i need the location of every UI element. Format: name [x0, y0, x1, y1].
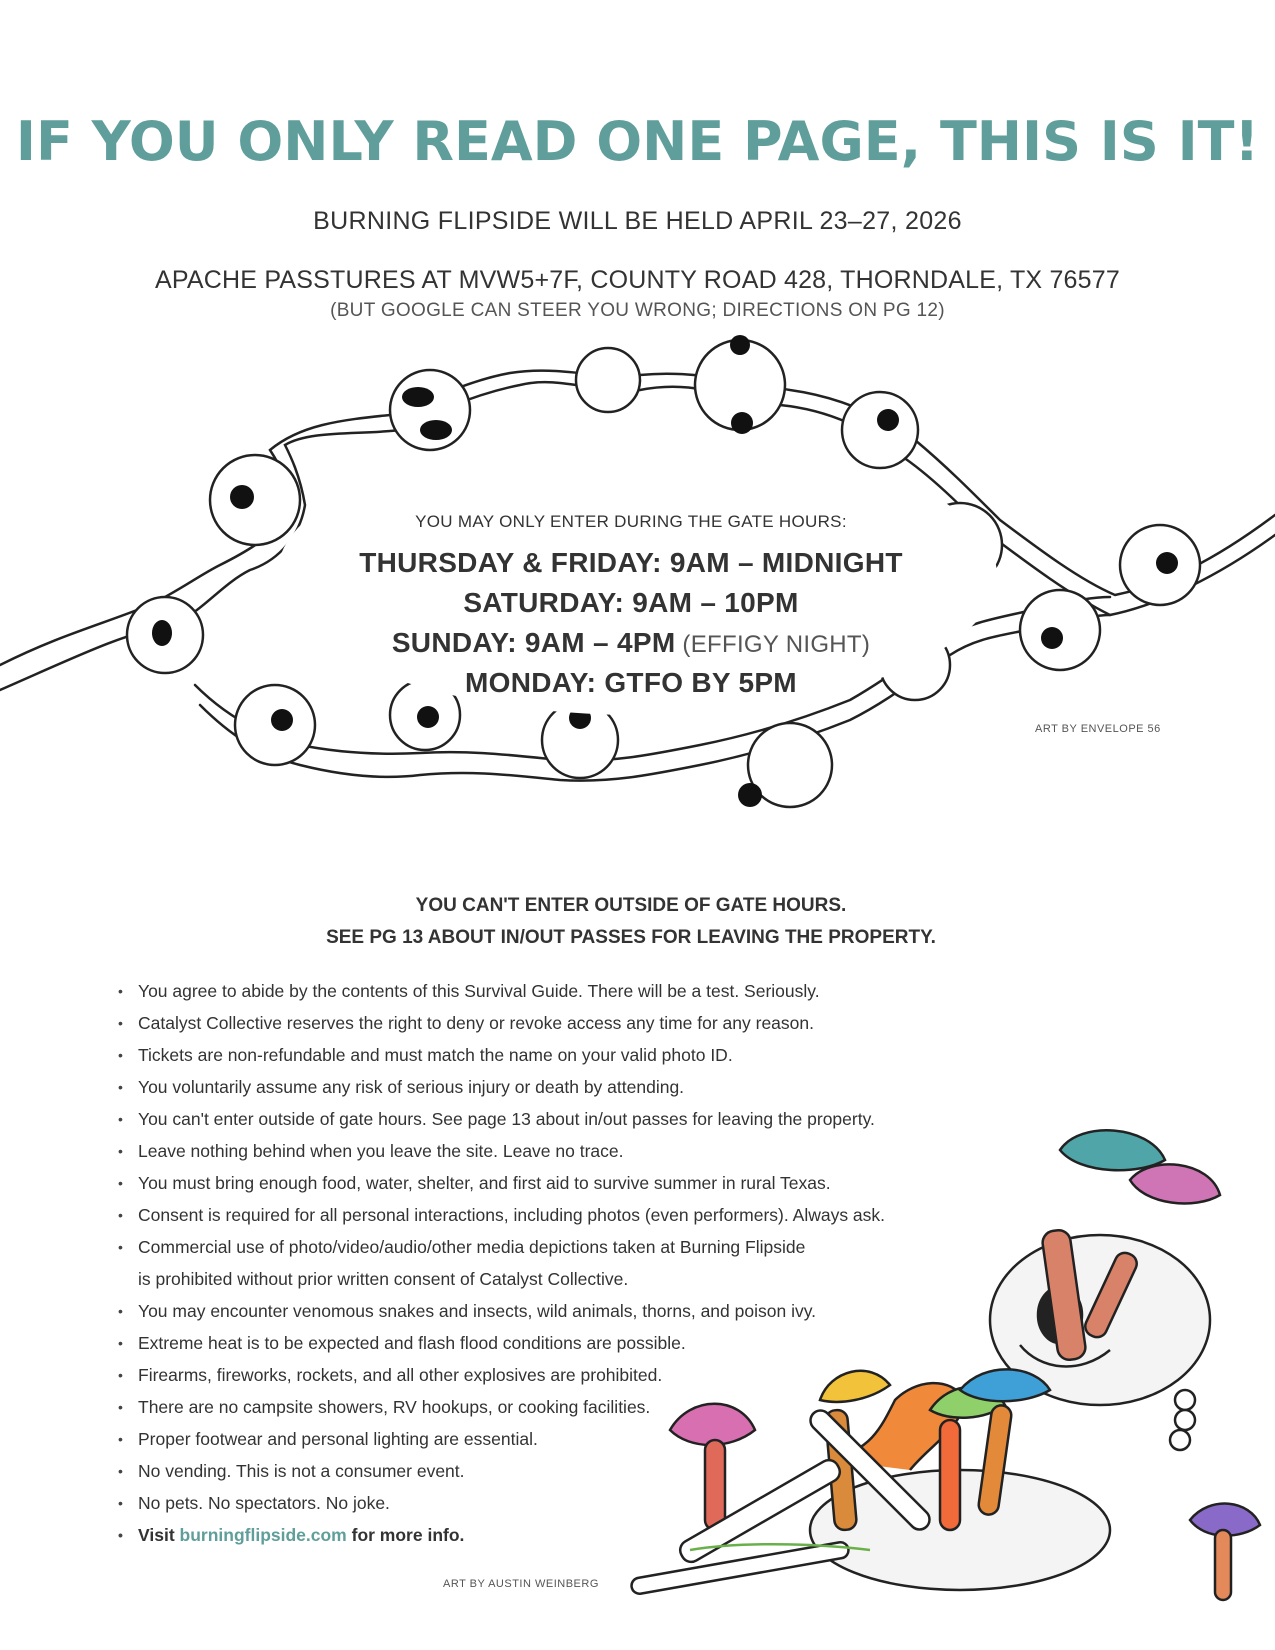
gate-hours-sunday: SUNDAY: 9AM – 4PM (EFFIGY NIGHT) [391, 627, 871, 658]
skeleton-mushroom-illustration [630, 1100, 1275, 1650]
gate-hours-saturday: SATURDAY: 9AM – 10PM [463, 587, 799, 618]
list-item: • There are no campsite showers, RV hookups, or cooking facilities. [118, 1397, 651, 1417]
list-item-visit-website: • Visit burningflipside.com for more info. [118, 1525, 465, 1545]
list-item: • You voluntarily assume any risk of serious injury or death by attending. [118, 1077, 685, 1097]
art-credit-austin: ART BY AUSTIN WEINBERG [443, 1578, 599, 1590]
list-item: • Extreme heat is to be expected and flash flood conditions are possible. [118, 1333, 686, 1353]
gate-hours-intro: YOU MAY ONLY ENTER DURING THE GATE HOURS: [415, 512, 847, 531]
event-address: APACHE PASSTURES AT MVW5+7F, COUNTY ROAD 428, THORNDALE, TX 76577 [155, 266, 1120, 294]
page-headline: IF YOU ONLY READ ONE PAGE, THIS IS IT! [15, 110, 1260, 173]
list-item: • No vending. This is not a consumer event. [118, 1461, 465, 1481]
website-link[interactable]: burningflipside.com [179, 1525, 347, 1545]
list-item: • Consent is required for all personal interactions, including photos (even performers). Always ask. [118, 1205, 886, 1225]
list-item: • No pets. No spectators. No joke. [118, 1493, 390, 1513]
event-dates: BURNING FLIPSIDE WILL BE HELD APRIL 23–27, 2026 [313, 207, 962, 235]
list-item: • Catalyst Collective reserves the right to deny or revoke access any time for any reason. [118, 1013, 814, 1033]
gate-hours-thursday-friday: THURSDAY & FRIDAY: 9AM – MIDNIGHT [359, 547, 903, 578]
gate-notice-line-1: YOU CAN'T ENTER OUTSIDE OF GATE HOURS. [415, 895, 847, 916]
list-item: • You can't enter outside of gate hours. See page 13 about in/out passes for leaving the property. [118, 1109, 875, 1129]
list-item: • You agree to abide by the contents of this Survival Guide. There will be a test. Seriously. [118, 981, 820, 1001]
list-item: • Commercial use of photo/video/audio/other media depictions taken at Burning Flipside is prohibited without prior written consent of Catalyst Collective. [118, 1237, 806, 1289]
address-note: (BUT GOOGLE CAN STEER YOU WRONG; DIRECTIONS ON PG 12) [330, 300, 945, 321]
art-credit-envelope: ART BY ENVELOPE 56 [1035, 723, 1161, 735]
list-item: • You may encounter venomous snakes and insects, wild animals, thorns, and poison ivy. [118, 1301, 817, 1321]
list-item: • Leave nothing behind when you leave the site. Leave no trace. [118, 1141, 624, 1161]
skull-bone-chain-illustration [0, 335, 1275, 825]
list-item: • Firearms, fireworks, rockets, and all other explosives are prohibited. [118, 1365, 663, 1385]
list-item: • You must bring enough food, water, shelter, and first aid to survive summer in rural Texas. [118, 1173, 831, 1193]
gate-notice-line-2: SEE PG 13 ABOUT IN/OUT PASSES FOR LEAVING THE PROPERTY. [326, 927, 936, 948]
gate-hours-monday: MONDAY: GTFO BY 5PM [465, 667, 797, 698]
list-item: • Proper footwear and personal lighting are essential. [118, 1429, 538, 1449]
list-item: • Tickets are non-refundable and must match the name on your valid photo ID. [118, 1045, 733, 1065]
